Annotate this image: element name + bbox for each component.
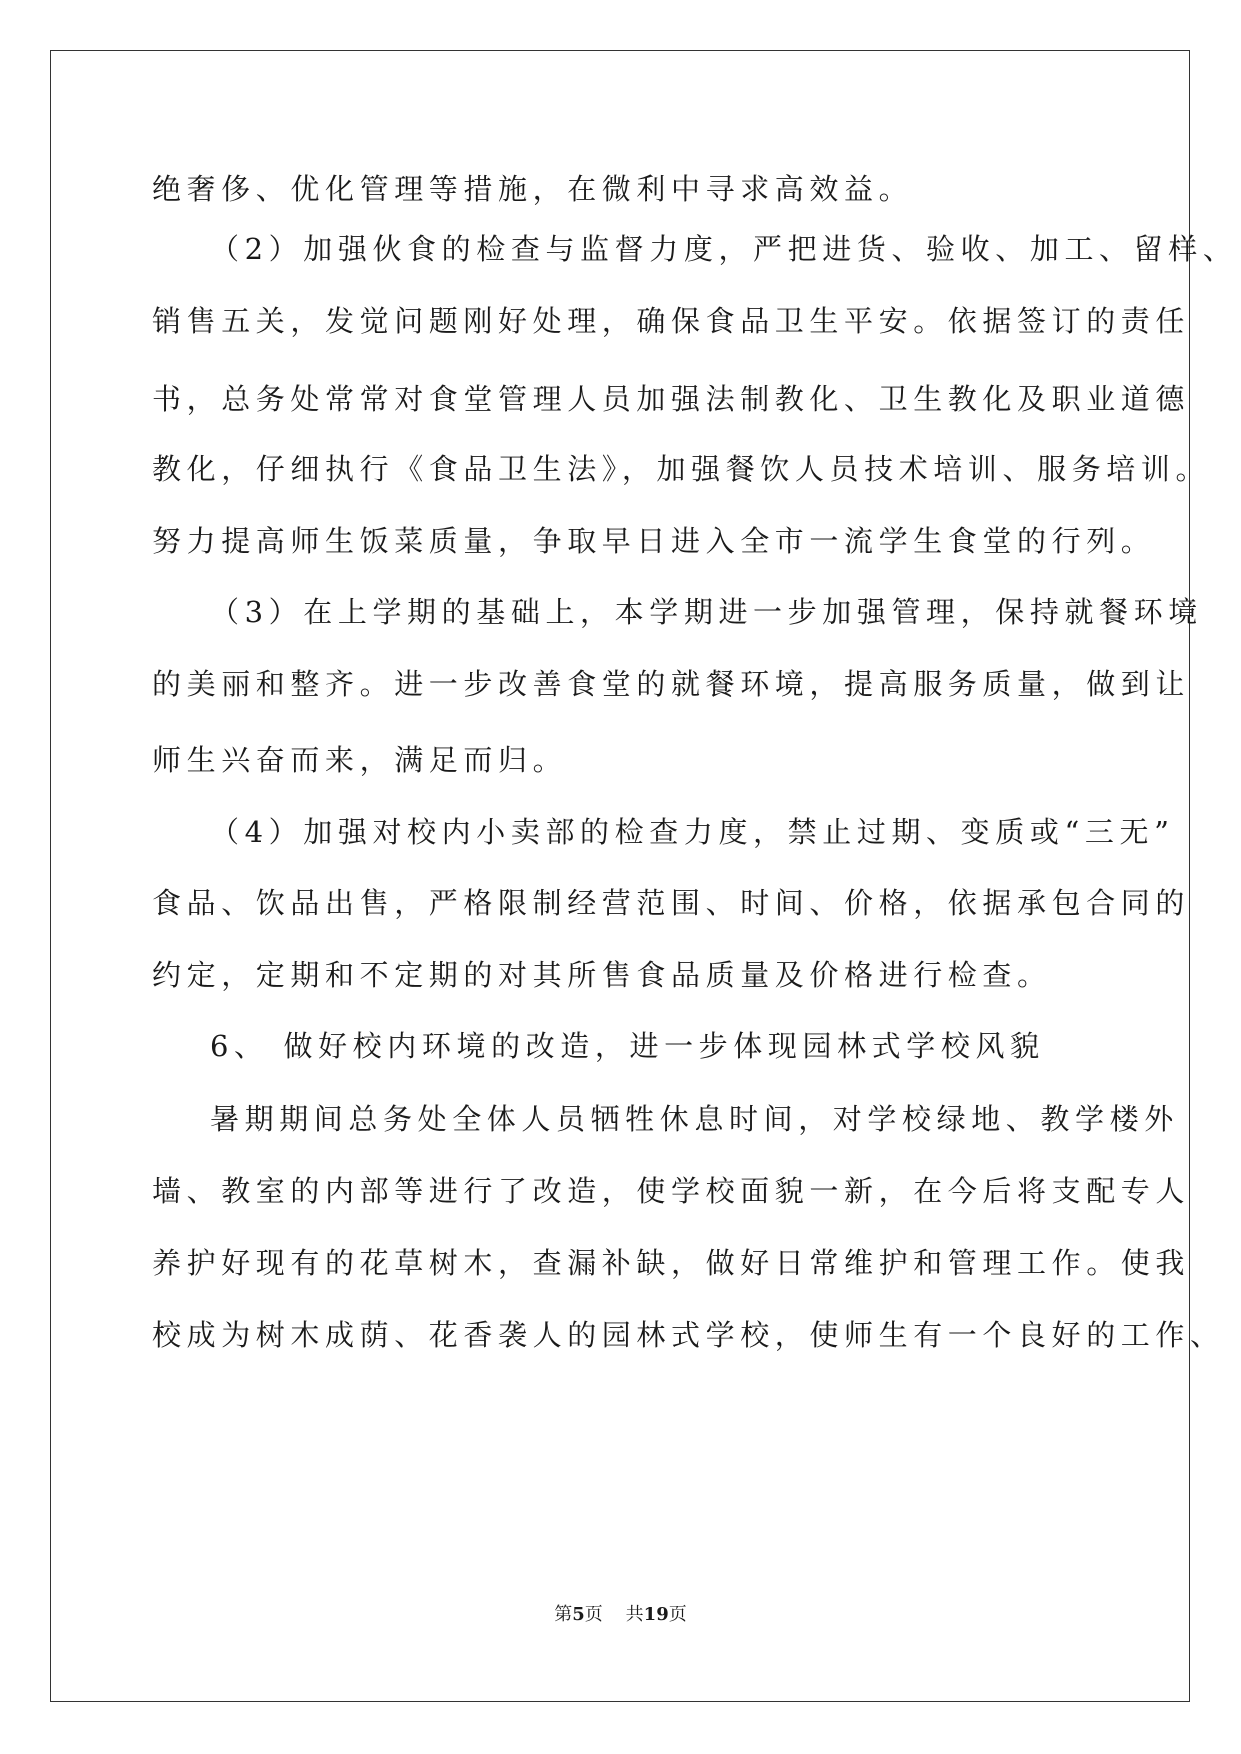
text-line: 暑期期间总务处全体人员牺牲休息时间，对学校绿地、教学楼外 <box>210 1102 1179 1136</box>
text-line: （2）加强伙食的检查与监督力度，严把进货、验收、加工、留样、 <box>210 232 1238 266</box>
text-line: 努力提高师生饭菜质量，争取早日进入全市一流学生食堂的行列。 <box>152 524 1156 558</box>
text-line: 销售五关，发觉问题刚好处理，确保食品卫生平安。依据签订的责任 <box>152 304 1191 338</box>
text-line: 养护好现有的花草树木，查漏补缺，做好日常维护和管理工作。使我 <box>152 1246 1191 1280</box>
current-page-number: 5 <box>572 1604 585 1625</box>
text-line: 绝奢侈、优化管理等措施，在微利中寻求高效益。 <box>152 172 914 206</box>
text-line: 约定，定期和不定期的对其所售食品质量及价格进行检查。 <box>152 958 1052 992</box>
text-line: 食品、饮品出售，严格限制经营范围、时间、价格，依据承包合同的 <box>152 886 1191 920</box>
text-line: 师生兴奋而来，满足而归。 <box>152 743 568 777</box>
page-footer <box>0 1606 1241 1624</box>
footer-middle: 页 共 <box>584 1604 644 1625</box>
section-heading: 6、 做好校内环境的改造，进一步体现园林式学校风貌 <box>210 1029 1045 1063</box>
text-line: 书，总务处常常对食堂管理人员加强法制教化、卫生教化及职业道德 <box>152 382 1191 416</box>
total-page-count: 19 <box>643 1604 669 1625</box>
text-line: 校成为树木成荫、花香袭人的园林式学校，使师生有一个良好的工作、 <box>152 1318 1225 1352</box>
footer-prefix: 第 <box>554 1604 573 1625</box>
text-line: 的美丽和整齐。进一步改善食堂的就餐环境，提高服务质量，做到让 <box>152 667 1191 701</box>
footer-suffix: 页 <box>668 1604 687 1625</box>
text-line: （4）加强对校内小卖部的检查力度，禁止过期、变质或“三无” <box>210 815 1175 849</box>
page-border <box>50 50 1190 1702</box>
text-line: 教化，仔细执行《食品卫生法》，加强餐饮人员技术培训、服务培训。 <box>152 452 1211 486</box>
text-line: （3）在上学期的基础上，本学期进一步加强管理，保持就餐环境 <box>210 595 1203 629</box>
text-line: 墙、教室的内部等进行了改造，使学校面貌一新，在今后将支配专人 <box>152 1174 1191 1208</box>
